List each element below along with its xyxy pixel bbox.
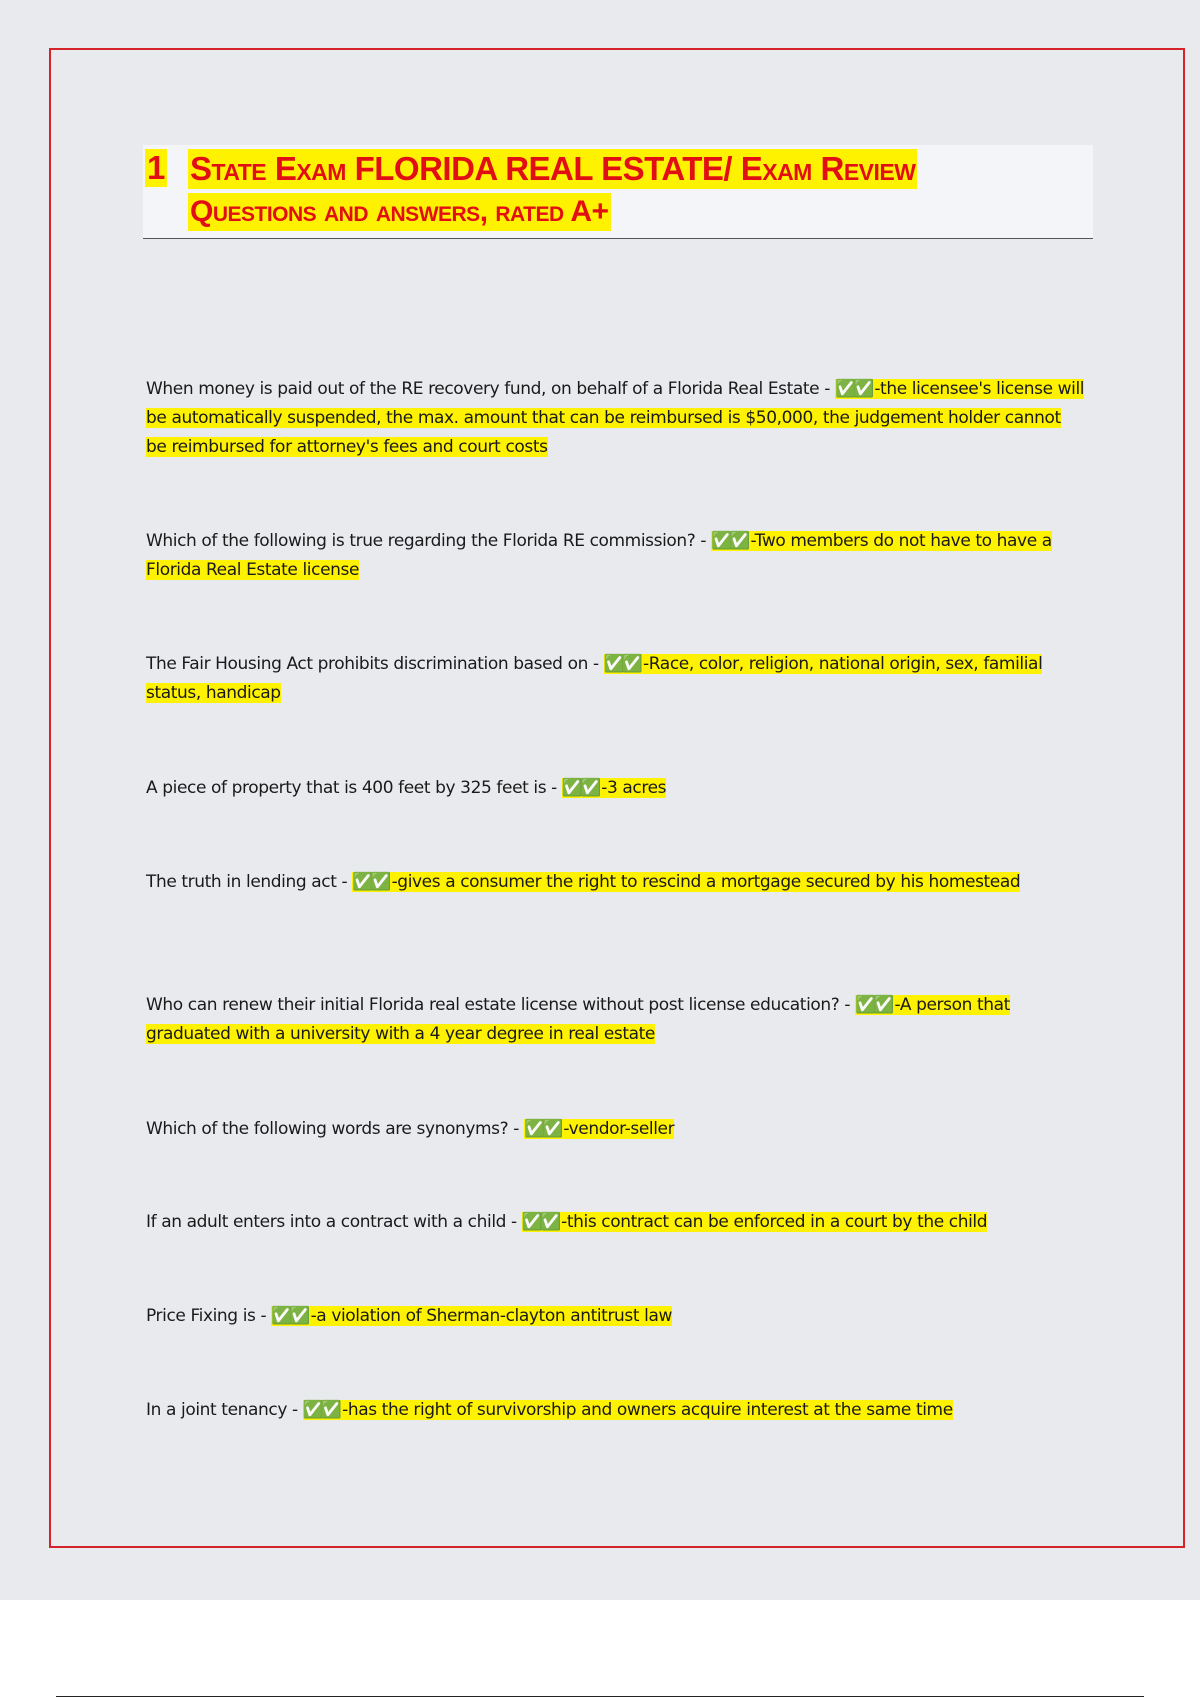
question-text: If an adult enters into a contract with a child -: [146, 1212, 522, 1232]
answer-text: -the licensee's license will be automatically suspended, the max. amount that can be reimbursed is $50,000, the judgement holder cannot be reimbursed for attorney's fees and court costs: [146, 379, 1085, 457]
question-text: Who can renew their initial Florida real estate license without post license education? -: [146, 995, 856, 1015]
qa-item-10: [146, 1396, 1086, 1425]
double-check-icon: ✅✅: [271, 1306, 308, 1326]
qa-item-8: [146, 1208, 1086, 1237]
qa-item-9: [146, 1302, 1086, 1331]
question-text: A piece of property that is 400 feet by 325 feet is -: [146, 778, 562, 798]
question-text: Which of the following words are synonyms? -: [146, 1119, 525, 1139]
answer-text: -3 acres: [601, 778, 667, 798]
qa-item-7: [146, 1115, 1086, 1144]
answer-highlight: [522, 1212, 987, 1232]
answer-highlight: [303, 1400, 953, 1420]
page-title-line-1: State Exam FLORIDA REAL ESTATE/ Exam Review: [190, 150, 916, 187]
answer-text: -vendor-seller: [563, 1119, 675, 1139]
answer-text: -A person that graduated with a university with a 4 year degree in real estate: [146, 995, 1010, 1044]
double-check-icon: ✅✅: [834, 379, 872, 399]
question-text: Price Fixing is -: [146, 1306, 272, 1326]
double-check-icon: ✅✅: [711, 531, 748, 551]
double-check-icon: ✅✅: [603, 654, 641, 674]
qa-item-2: [146, 527, 1086, 585]
footer-divider: [56, 1696, 1144, 1697]
title-block: [143, 145, 1093, 239]
answer-text: -has the right of survivorship and owners acquire interest at the same time: [342, 1400, 953, 1420]
double-check-icon: ✅✅: [521, 1212, 559, 1232]
double-check-icon: ✅✅: [855, 995, 892, 1015]
question-text: The truth in lending act -: [146, 872, 353, 892]
answer-text: -Two members do not have to have a Florida Real Estate license: [146, 531, 1052, 580]
answer-highlight: [524, 1119, 674, 1139]
question-text: Which of the following is true regarding the Florida RE commission? -: [146, 531, 712, 551]
answer-text: -this contract can be enforced in a court by the child: [561, 1212, 988, 1232]
double-check-icon: ✅✅: [352, 872, 389, 892]
question-text: When money is paid out of the RE recovery fund, on behalf of a Florida Real Estate -: [146, 379, 835, 399]
answer-text: -Race, color, religion, national origin, sex, familial status, handicap: [146, 654, 1043, 703]
qa-item-3: [146, 650, 1086, 708]
qa-item-4: [146, 774, 1086, 803]
question-text: The Fair Housing Act prohibits discrimination based on -: [146, 654, 604, 674]
qa-item-6: [146, 991, 1086, 1049]
qa-item-1: [146, 375, 1086, 462]
heading-number: 1: [147, 149, 166, 186]
answer-text: -gives a consumer the right to rescind a mortgage secured by his homestead: [391, 872, 1021, 892]
double-check-icon: ✅✅: [524, 1119, 561, 1139]
double-check-icon: ✅✅: [302, 1400, 340, 1420]
answer-text: -a violation of Sherman-clayton antitrust law: [310, 1306, 672, 1326]
answer-highlight: [271, 1306, 672, 1326]
double-check-icon: ✅✅: [561, 778, 599, 798]
answer-highlight: [562, 778, 666, 798]
question-text: In a joint tenancy -: [146, 1400, 303, 1420]
answer-highlight: [352, 872, 1020, 892]
page-title-line-2: Questions and answers, rated A+: [188, 193, 611, 231]
qa-item-5: [146, 868, 1086, 897]
